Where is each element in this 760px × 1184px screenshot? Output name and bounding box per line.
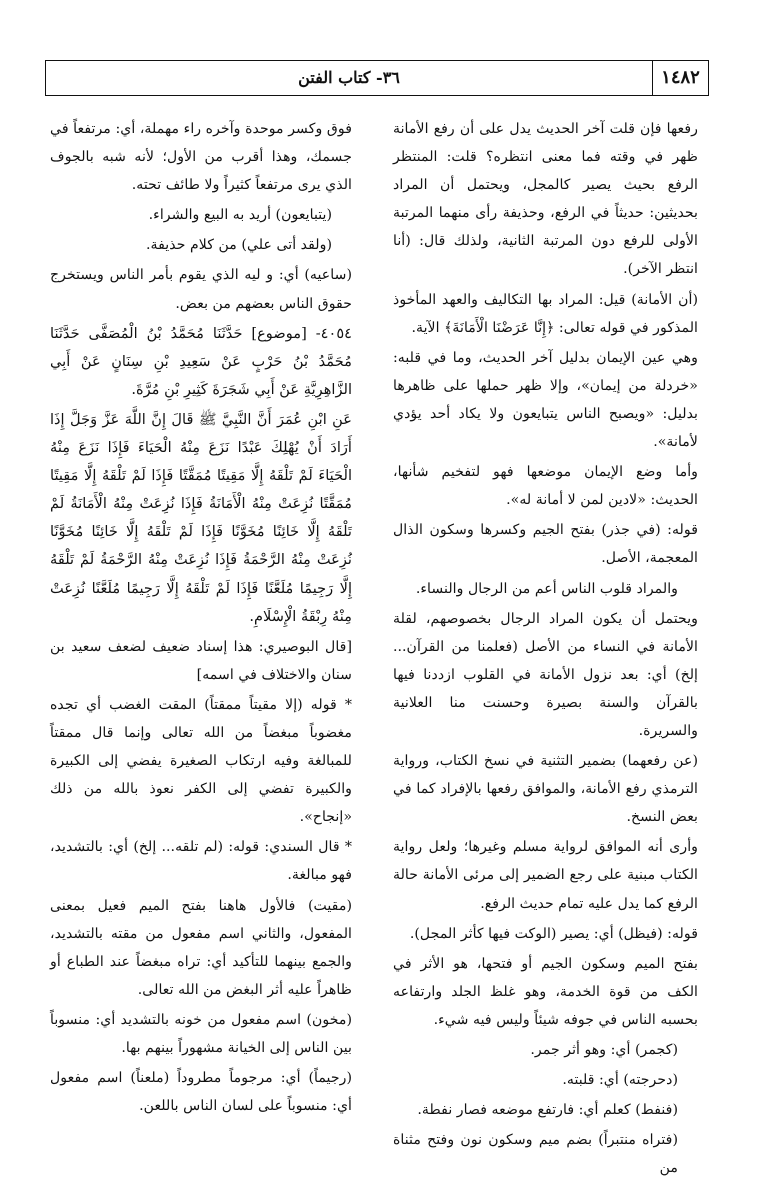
paragraph: فوق وكسر موحدة وآخره راء مهملة، أي: مرتفعاً في جسمك، وهذا أقرب من الأول؛ لأنه شبه بالجوف الذي يرى مرتفعاً كثيراً ولا طائف تحته. — [50, 121, 352, 194]
paragraph: بفتح الميم وسكون الجيم أو فتحها، هو الأثر في الكف من قوة الخدمة، وهو غلظ الجلد وارتفاعه بحسبه الناس في جوفه شيئاً وليس فيه شيء. — [393, 955, 698, 1028]
right-column — [393, 115, 698, 1184]
paragraph: (فنفط) كعلم أي: فارتفع موضعه فصار نفطة. — [417, 1102, 678, 1119]
paragraph: (دحرجته) أي: قلبته. — [562, 1072, 678, 1089]
left-column — [50, 115, 352, 1122]
hadith-chain: ٤٠٥٤- [موضوع] حَدَّثَنَا مُحَمَّدُ بْنُ الْمُصَفَّى حَدَّثَنَا مُحَمَّدُ بْنُ حَرْبٍ عَنْ سَعِيدِ بْنِ سِنَانٍ عَنْ أَبِي الزَّاهِرِيَّةِ عَنْ أَبِي شَجَرَةَ كَثِيرِ بْنِ مُرَّةَ. — [50, 324, 352, 398]
page-number: ١٤٨٢ — [652, 61, 708, 95]
paragraph: [قال البوصيري: هذا إسناد ضعيف لضعف سعيد بن سنان والاختلاف في اسمه] — [50, 638, 352, 683]
paragraph: والمراد قلوب الناس أعم من الرجال والنساء. — [415, 580, 678, 597]
paragraph: (عن رفعهما) بضمير التثنية في نسخ الكتاب، ورواية الترمذي رفع الأمانة، والموافق رفعها بالإفراد كما في بعض النسخ. — [393, 753, 698, 826]
paragraph: (يتبايعون) أريد به البيع والشراء. — [148, 207, 332, 224]
paragraph: قوله: (فيظل) أي: يصير (الوكت فيها كأثر المجل). — [409, 925, 698, 942]
paragraph: (رجيماً) أي: مرجوماً مطروداً (ملعناً) اسم مفعول أي: منسوباً على لسان الناس باللعن. — [50, 1070, 352, 1115]
paragraph: (ساعيه) أي: و ليه الذي يقوم بأمر الناس ويستخرج حقوق الناس بعضهم من بعض. — [50, 267, 352, 312]
paragraph: (أن الأمانة) قيل: المراد بها التكاليف والعهد المأخوذ المذكور في قوله تعالى: ﴿إِنَّا عَرَضْنَا الْأَمَانَةَ﴾ الآية. — [393, 291, 698, 336]
paragraph: ويحتمل أن يكون المراد الرجال بخصوصهم، لقلة الأمانة في النساء من الأصل (فعلمنا من القرآن... إلخ) أي: بعد نزول الأمانة في القلوب ازددنا فيها بالقرآن والسنة بصيرة وحسنت منا العلانية والسريرة. — [393, 610, 698, 739]
paragraph: وأرى أنه الموافق لرواية مسلم وغيرها؛ ولعل رواية الكتاب مبنية على رجع الضمير إلى مرئى الأمانة حالة الرفع كما يدل عليه تمام حديث الرفع. — [393, 839, 698, 912]
paragraph: (ولقد أتى علي) من كلام حذيفة. — [146, 237, 332, 254]
paragraph: (مقيت) فالأول هاهنا بفتح الميم فعيل بمعنى المفعول، والثاني اسم مفعول من مقته بالتشديد، والجمع بينهما للتأكيد أي: تراه مبغضاً عند الطباع أو ظاهراً عليه أثر البغض من الله تعالى. — [50, 897, 352, 998]
paragraph: رفعها فإن قلت آخر الحديث يدل على أن رفع الأمانة ظهر في وقته فما معنى انتظره؟ قلت: المنتظر الرفع بحيث يصير كالمجل، ويحتمل أن المراد بحديثين: حديثاً في الرفع، وحذيفة رأى منهما المرتبة الأولى للرفع دون المرتبة الثانية، ولذلك قال: (أنا انتظر الآخر). — [393, 121, 698, 278]
paragraph: * قوله (إلا مقيتاً ممقتاً) المقت الغضب أي تجده مغضوباً مبغضاً من الله تعالى وإنما قال ممقتاً للمبالغة وفيه ارتكاب الصغيرة يفضي إلى الكبيرة والكبيرة تفضي إلى الكفر نعوذ بالله من ذلك «إنجاح». — [50, 696, 352, 826]
paragraph: قوله: (في جذر) بفتح الجيم وكسرها وسكون الذال المعجمة، الأصل. — [393, 522, 698, 567]
paragraph: وهي عين الإيمان بدليل آخر الحديث، وما في قلبه: «خردلة من إيمان»، وإلا ظهر حملها على ظاهرها بدليل: «ويصبح الناس يتبايعون ولا يكاد أحد يؤدي لأمانة». — [393, 349, 698, 451]
paragraph: (كجمر) أي: وهو أثر جمر. — [530, 1042, 678, 1058]
chapter-title: ٣٦- كتاب الفتن — [298, 68, 400, 87]
paragraph: (فتراه منتبراً) بضم ميم وسكون نون وفتح مثناة من — [393, 1132, 678, 1177]
paragraph: وأما وضع الإيمان موضعها فهو لتفخيم شأنها، الحديث: «لادين لمن لا أمانة له». — [393, 464, 698, 509]
paragraph: (مخون) اسم مفعول من خونه بالتشديد أي: منسوباً بين الناس إلى الخيانة مشهوراً بينهم بها. — [50, 1011, 352, 1056]
paragraph: * قال السندي: قوله: (لم تلقه... إلخ) أي: بالتشديد، فهو مبالغة. — [50, 839, 352, 884]
hadith-text: عَنِ ابْنِ عُمَرَ أَنَّ النَّبِيَّ ﷺ قَالَ إِنَّ اللَّهَ عَزَّ وَجَلَّ إِذَا أَرَادَ أَنْ يُهْلِكَ عَبْدًا نَزَعَ مِنْهُ الْحَيَاءَ فَإِذَا نَزَعَ مِنْهُ الْحَيَاءَ لَمْ تَلْقَهُ إِلَّا مَقِيتًا مُمَقَّتًا فَإِذَا لَمْ تَلْقَهُ إِلَّا مَقِيتًا مُمَقَّتًا نُزِعَتْ مِنْهُ الْأَمَانَةُ فَإِذَا نُزِعَتْ مِنْهُ الْأَمَانَةُ لَمْ تَلْقَهُ إِلَّا خَائِنًا مُخَوَّنًا فَإِذَا لَمْ تَلْقَهُ إِلَّا خَائِنًا مُخَوَّنًا نُزِعَتْ مِنْهُ الرَّحْمَةُ فَإِذَا نُزِعَتْ مِنْهُ الرَّحْمَةُ لَمْ تَلْقَهُ إِلَّا رَجِيمًا مُلَعَّنًا فَإِذَا لَمْ تَلْقَهُ إِلَّا رَجِيمًا مُلَعَّنًا نُزِعَتْ مِنْهُ رِبْقَةُ الْإِسْلَامِ. — [50, 410, 352, 625]
page-header — [45, 60, 709, 96]
